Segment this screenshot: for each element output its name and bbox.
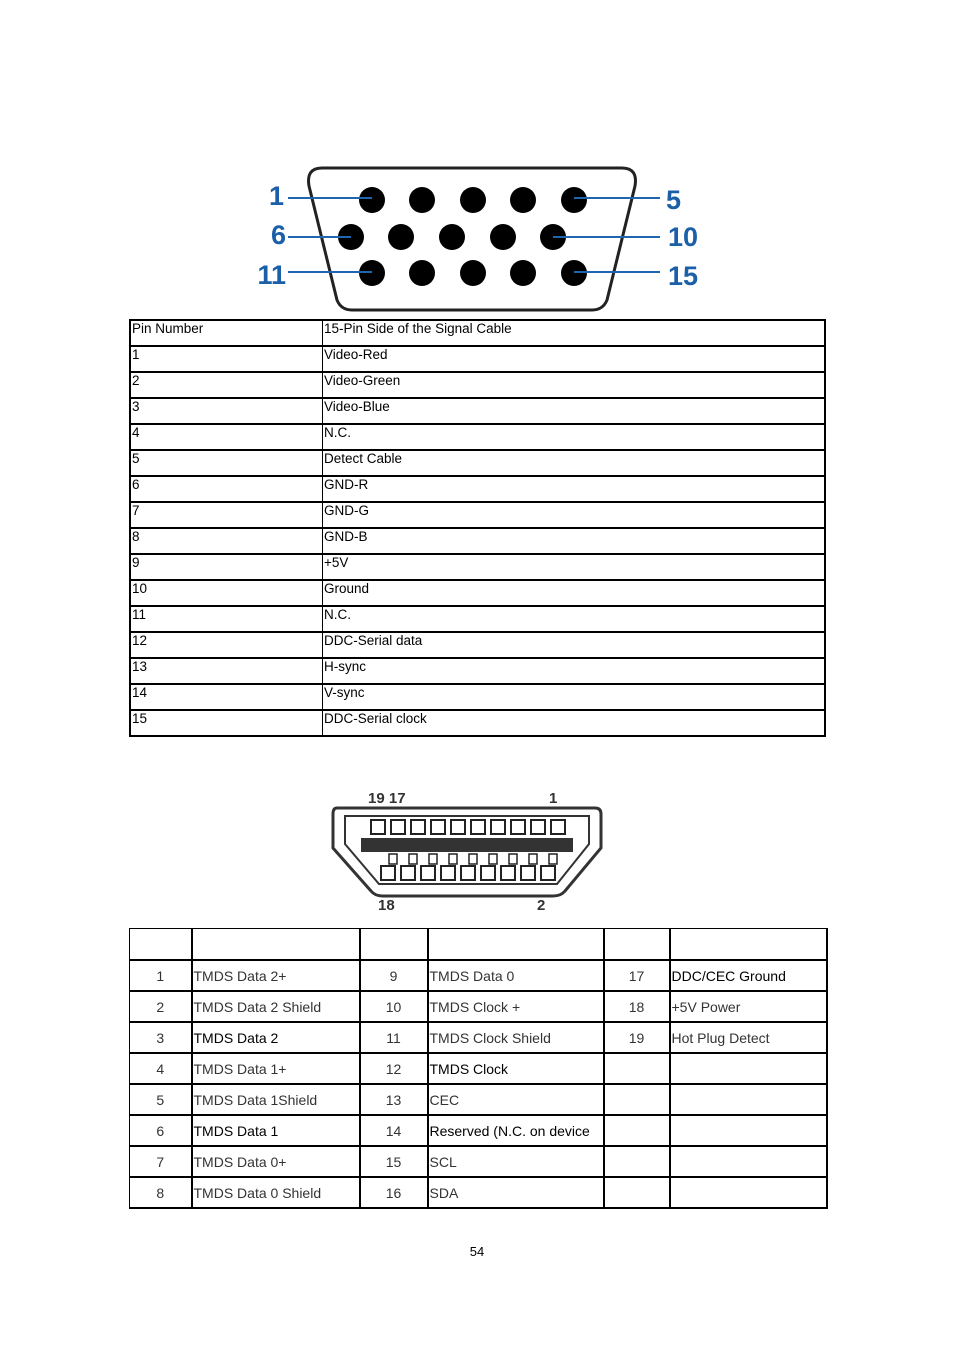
hdmi-pin-signal [670, 1084, 827, 1115]
hdmi-pin-number: 1 [130, 960, 192, 991]
hdmi-pin-number: 14 [360, 1115, 428, 1146]
hdmi-pin-signal: CEC [428, 1084, 604, 1115]
vga-pin-number: 13 [130, 658, 323, 684]
vga-pin-table [129, 319, 826, 737]
hdmi-pin-signal: Hot Plug Detect [670, 1022, 827, 1053]
vga-label-1: 1 [268, 181, 284, 211]
hdmi-pin-number [604, 1084, 670, 1115]
vga-pin-signal: GND-G [323, 502, 826, 528]
hdmi-pin-signal: DDC/CEC Ground [670, 960, 827, 991]
vga-connector-svg [250, 160, 710, 315]
hdmi-label-18: 18 [378, 897, 395, 914]
hdmi-pin-signal: SCL [428, 1146, 604, 1177]
hdmi-table-row [130, 1177, 827, 1208]
vga-table-row [130, 372, 825, 398]
hdmi-pin-number: 8 [130, 1177, 192, 1208]
hdmi-pin-signal: TMDS Data 2 Shield [192, 991, 360, 1022]
hdmi-pin-signal [670, 1053, 827, 1084]
hdmi-connector-svg [325, 786, 610, 916]
hdmi-label-2: 2 [537, 897, 546, 914]
vga-label-10: 10 [668, 222, 699, 252]
vga-pin-signal: N.C. [323, 606, 826, 632]
hdmi-table-row [130, 991, 827, 1022]
hdmi-pin-number [604, 1177, 670, 1208]
hdmi-table-row [130, 1146, 827, 1177]
hdmi-pin-number: 19 [604, 1022, 670, 1053]
vga-pin-signal: Video-Red [323, 346, 826, 372]
vga-pin-signal: +5V [323, 554, 826, 580]
hdmi-pin-number: 9 [360, 960, 428, 991]
vga-connector-diagram [250, 160, 710, 315]
vga-header-pin: Pin Number [130, 320, 323, 346]
hdmi-pin-signal: +5V Power [670, 991, 827, 1022]
vga-pin-number: 2 [130, 372, 323, 398]
hdmi-table-row [130, 1115, 827, 1146]
vga-pin-signal: V-sync [323, 684, 826, 710]
page-number: 54 [469, 1244, 485, 1259]
vga-pin-number: 4 [130, 424, 323, 450]
vga-label-6: 6 [270, 220, 286, 250]
vga-pin-signal: Video-Green [323, 372, 826, 398]
hdmi-pin-signal [670, 1115, 827, 1146]
hdmi-header-cell [604, 929, 670, 961]
hdmi-table-row [130, 1053, 827, 1084]
vga-pin-signal: Video-Blue [323, 398, 826, 424]
vga-pin-signal: Detect Cable [323, 450, 826, 476]
vga-table-row [130, 450, 825, 476]
hdmi-pin-number: 11 [360, 1022, 428, 1053]
hdmi-pin-number: 2 [130, 991, 192, 1022]
hdmi-tongue [361, 838, 573, 852]
hdmi-pin-number: 3 [130, 1022, 192, 1053]
hdmi-header-cell [428, 929, 604, 961]
hdmi-pin-number: 4 [130, 1053, 192, 1084]
hdmi-pin-table [129, 928, 828, 1209]
hdmi-pin-number: 13 [360, 1084, 428, 1115]
hdmi-pin-number [604, 1053, 670, 1084]
vga-table-header-row [130, 320, 825, 346]
vga-table-row [130, 424, 825, 450]
hdmi-pin-signal: TMDS Data 2 [192, 1022, 360, 1053]
hdmi-pin-signal: TMDS Data 0 Shield [192, 1177, 360, 1208]
hdmi-label-19-17: 19 17 [368, 790, 406, 807]
hdmi-pin-signal: TMDS Data 0 [428, 960, 604, 991]
vga-pin-number: 7 [130, 502, 323, 528]
vga-pin-number: 12 [130, 632, 323, 658]
hdmi-header-cell [670, 929, 827, 961]
hdmi-header-cell [360, 929, 428, 961]
hdmi-pin-signal [670, 1177, 827, 1208]
hdmi-header-cell [192, 929, 360, 961]
vga-header-signal: 15-Pin Side of the Signal Cable [323, 320, 826, 346]
hdmi-pin-signal: TMDS Data 2+ [192, 960, 360, 991]
hdmi-pin-number: 15 [360, 1146, 428, 1177]
vga-table-row [130, 658, 825, 684]
vga-table-row [130, 710, 825, 736]
hdmi-pin-number [604, 1146, 670, 1177]
hdmi-label-1: 1 [549, 790, 558, 807]
vga-table-row [130, 476, 825, 502]
hdmi-header-cell [130, 929, 192, 961]
vga-pin-signal: GND-R [323, 476, 826, 502]
vga-pin-signal: GND-B [323, 528, 826, 554]
vga-pin-number: 3 [130, 398, 323, 424]
hdmi-pin-number: 17 [604, 960, 670, 991]
vga-table-row [130, 528, 825, 554]
vga-pin-signal: N.C. [323, 424, 826, 450]
vga-pin-number: 6 [130, 476, 323, 502]
hdmi-bottom-pins [381, 866, 555, 880]
hdmi-pin-signal: TMDS Data 1+ [192, 1053, 360, 1084]
hdmi-pin-number: 10 [360, 991, 428, 1022]
hdmi-table-row [130, 1084, 827, 1115]
vga-table-row [130, 632, 825, 658]
hdmi-pin-number: 6 [130, 1115, 192, 1146]
vga-pin-number: 1 [130, 346, 323, 372]
vga-pin-signal: DDC-Serial clock [323, 710, 826, 736]
hdmi-pin-number: 16 [360, 1177, 428, 1208]
hdmi-pin-signal: TMDS Clock + [428, 991, 604, 1022]
vga-pin-signal: H-sync [323, 658, 826, 684]
hdmi-pin-signal: TMDS Data 1Shield [192, 1084, 360, 1115]
vga-table-row [130, 684, 825, 710]
vga-table-row [130, 606, 825, 632]
vga-table-row [130, 502, 825, 528]
hdmi-pin-signal: SDA [428, 1177, 604, 1208]
vga-table-row [130, 554, 825, 580]
hdmi-pin-number: 5 [130, 1084, 192, 1115]
hdmi-pin-number: 12 [360, 1053, 428, 1084]
vga-pin-number: 11 [130, 606, 323, 632]
hdmi-pin-number [604, 1115, 670, 1146]
vga-label-15: 15 [668, 261, 699, 291]
hdmi-pin-number: 7 [130, 1146, 192, 1177]
hdmi-pin-signal: TMDS Clock [428, 1053, 604, 1084]
hdmi-pin-signal: TMDS Data 0+ [192, 1146, 360, 1177]
vga-pin-signal: DDC-Serial data [323, 632, 826, 658]
vga-pin-signal: Ground [323, 580, 826, 606]
hdmi-pin-signal: TMDS Data 1 [192, 1115, 360, 1146]
hdmi-pin-signal: Reserved (N.C. on device [428, 1115, 604, 1146]
hdmi-pin-signal: TMDS Clock Shield [428, 1022, 604, 1053]
vga-table-row [130, 346, 825, 372]
hdmi-table-header-row [130, 929, 827, 961]
hdmi-table-row [130, 1022, 827, 1053]
vga-pin-number: 14 [130, 684, 323, 710]
vga-table-row [130, 398, 825, 424]
hdmi-connector-diagram [325, 786, 610, 916]
hdmi-pin-number: 18 [604, 991, 670, 1022]
vga-pin-number: 10 [130, 580, 323, 606]
vga-pin-number: 5 [130, 450, 323, 476]
vga-table-row [130, 580, 825, 606]
vga-pin-number: 9 [130, 554, 323, 580]
vga-pin-number: 15 [130, 710, 323, 736]
hdmi-table-row [130, 960, 827, 991]
vga-pin-number: 8 [130, 528, 323, 554]
vga-label-11: 11 [257, 260, 286, 290]
hdmi-pin-signal [670, 1146, 827, 1177]
vga-label-5: 5 [666, 185, 682, 215]
